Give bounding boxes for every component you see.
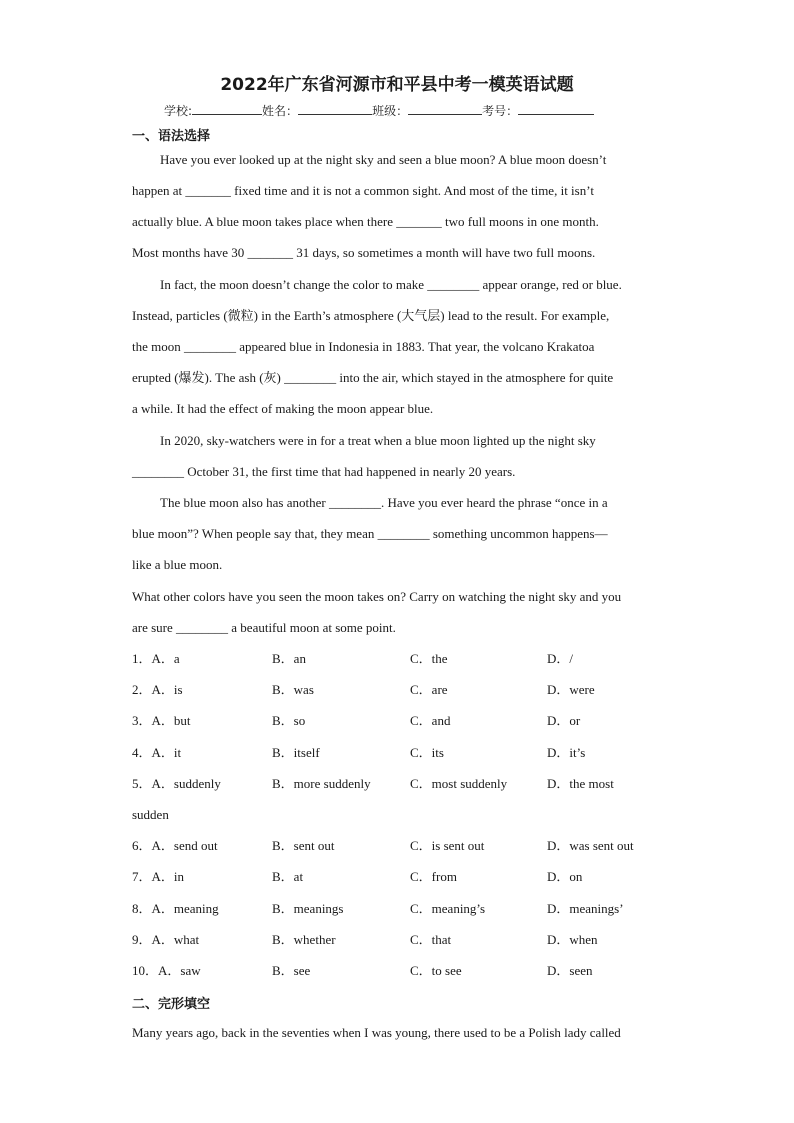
option-b[interactable]: B．at [272,869,304,884]
option-d[interactable]: D．the most [547,776,614,791]
option-d[interactable]: D．when [547,932,598,947]
option-b[interactable]: B．itself [272,745,320,760]
option-a[interactable]: 2．A．is [132,682,183,697]
option-a[interactable]: 1．A．a [132,651,180,666]
option-c[interactable]: C．and [410,713,451,728]
question-options-row-wrap [132,807,672,823]
passage-line: erupted (爆发). The ash (灰) ________ into the air, which stayed in the atmosphere for quite [132,370,614,385]
passage-line: like a blue moon. [132,557,223,572]
passage-line: In fact, the moon doesn’t change the color to make ________ appear orange, red or blue. [160,277,622,292]
option-b[interactable]: B．whether [272,932,336,947]
option-a[interactable]: 5．A．suddenly [132,776,221,791]
passage-line: In 2020, sky-watchers were in for a treat when a blue moon lighted up the night sky [160,433,596,448]
passage-line: The blue moon also has another ________. Have you ever heard the phrase “once in a [160,495,608,510]
passage-line: ________ October 31, the first time that had happened in nearly 20 years. [132,464,516,479]
question-options-row [132,901,672,917]
passage-line: a while. It had the effect of making the moon appear blue. [132,401,434,416]
exam-no-blank[interactable] [518,102,594,115]
option-a[interactable]: 10．A．saw [132,963,201,978]
option-a[interactable]: 9．A．what [132,932,200,947]
section-heading-grammar: 一、语法选择 [132,129,211,144]
option-d[interactable]: D．was sent out [547,838,634,853]
passage-line: What other colors have you seen the moon takes on? Carry on watching the night sky and you [132,589,622,604]
option-b[interactable]: B．more suddenly [272,776,371,791]
name-label: 姓名： [262,104,299,118]
question-options-row [132,869,672,885]
passage-line: the moon ________ appeared blue in Indonesia in 1883. That year, the volcano Krakatoa [132,339,595,354]
exam-no-label: 考号： [482,104,519,118]
option-b[interactable]: B．an [272,651,306,666]
option-d[interactable]: D．seen [547,963,593,978]
question-options-row [132,682,672,698]
question-options-row [132,745,672,761]
option-c[interactable]: C．most suddenly [410,776,508,791]
option-c[interactable]: C．the [410,651,448,666]
passage-line: are sure ________ a beautiful moon at some point. [132,620,396,635]
question-options-row [132,932,672,948]
option-c[interactable]: C．are [410,682,448,697]
section-heading-cloze: 二、完形填空 [132,997,211,1012]
option-a[interactable]: 7．A．in [132,869,185,884]
option-b[interactable]: B．meanings [272,901,344,916]
class-blank[interactable] [408,102,482,115]
class-label: 班级： [372,104,409,118]
option-b[interactable]: B．see [272,963,311,978]
option-b[interactable]: B．sent out [272,838,335,853]
passage-line: Have you ever looked up at the night sky and seen a blue moon? A blue moon doesn’t [160,152,607,167]
option-d[interactable]: D．or [547,713,581,728]
option-a[interactable]: 8．A．meaning [132,901,219,916]
option-d[interactable]: D．meanings’ [547,901,624,916]
option-d[interactable]: D．it’s [547,745,586,760]
school-blank[interactable] [192,102,262,115]
option-b[interactable]: B．was [272,682,314,697]
passage-line: Many years ago, back in the seventies when I was young, there used to be a Polish lady called [132,1025,621,1040]
option-d[interactable]: D．were [547,682,595,697]
option-c[interactable]: C．is sent out [410,838,485,853]
option-a[interactable]: 6．A．send out [132,838,218,853]
option-c[interactable]: C．meaning’s [410,901,486,916]
question-options-row [132,713,672,729]
student-info-line [164,102,644,119]
option-b[interactable]: B．so [272,713,306,728]
passage-line: Most months have 30 _______ 31 days, so sometimes a month will have two full moons. [132,245,596,260]
name-blank[interactable] [298,102,372,115]
school-label: 学校: [164,104,193,118]
option-a[interactable]: 3．A．but [132,713,191,728]
option-c[interactable]: C．to see [410,963,462,978]
option-d[interactable]: D．/ [547,651,574,666]
page-title: 2022年广东省河源市和平县中考一模英语试题 [220,75,574,95]
question-options-row [132,651,672,667]
option-c[interactable]: C．that [410,932,452,947]
passage-line: happen at _______ fixed time and it is not a common sight. And most of the time, it isn’t [132,183,594,198]
passage-line: Instead, particles (微粒) in the Earth’s atmosphere (大气层) lead to the result. For example, [132,308,610,323]
option-d-continued: sudden [132,807,169,822]
option-a[interactable]: 4．A．it [132,745,182,760]
passage-line: actually blue. A blue moon takes place when there _______ two full moons in one month. [132,214,599,229]
question-options-row [132,963,672,979]
passage-line: blue moon”? When people say that, they mean ________ something uncommon happens— [132,526,608,541]
option-c[interactable]: C．its [410,745,444,760]
option-d[interactable]: D．on [547,869,583,884]
option-c[interactable]: C．from [410,869,457,884]
question-options-row [132,838,672,854]
question-options-row [132,776,672,792]
